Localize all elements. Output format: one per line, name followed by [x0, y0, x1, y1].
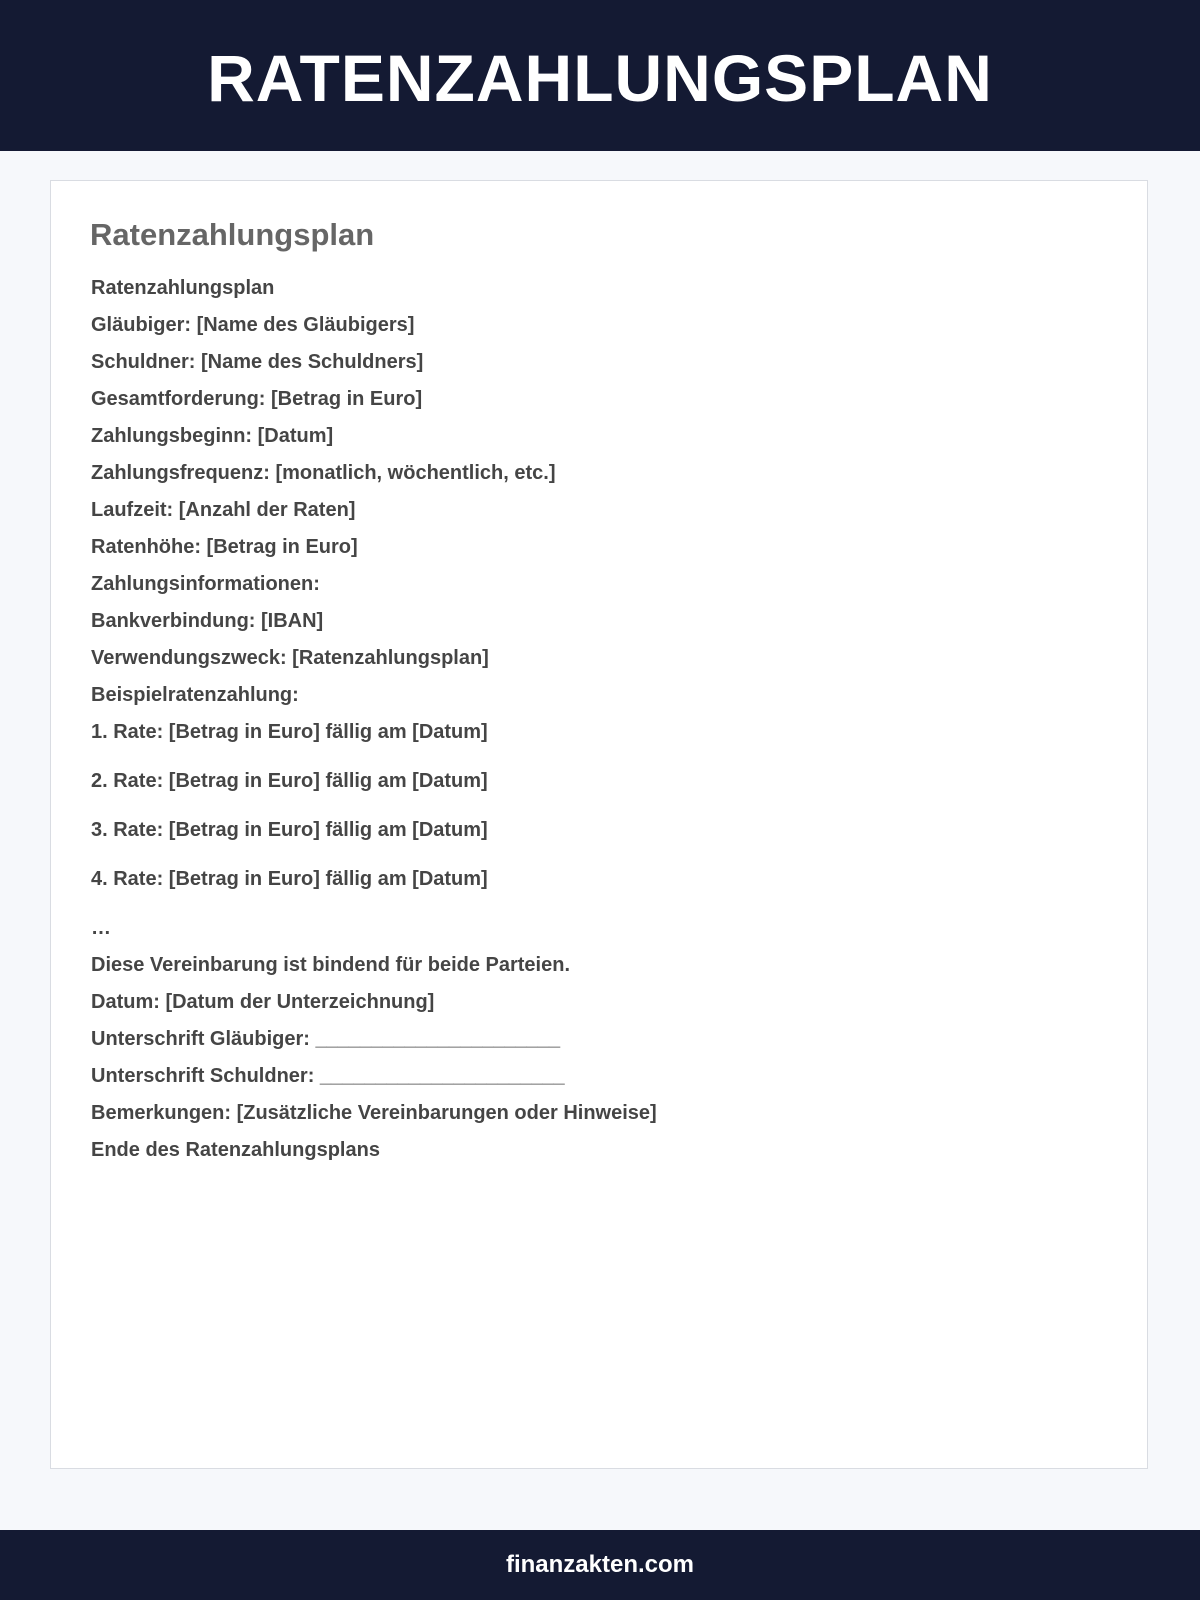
- line-signing-date: Datum: [Datum der Unterzeichnung]: [91, 991, 435, 1013]
- line-remarks: Bemerkungen: [Zusätzliche Vereinbarungen oder Hinweise]: [91, 1102, 657, 1124]
- footer-banner: [0, 1530, 1200, 1600]
- document-title: Ratenzahlungsplan: [90, 217, 375, 252]
- line-term: Laufzeit: [Anzahl der Raten]: [91, 499, 356, 521]
- line-ellipsis: …: [91, 917, 111, 939]
- line-signature-creditor: Unterschrift Gläubiger: ______________________: [91, 1028, 561, 1050]
- line-signature-debtor: Unterschrift Schuldner: ______________________: [91, 1065, 565, 1087]
- line-installment-amount: Ratenhöhe: [Betrag in Euro]: [91, 536, 358, 558]
- line-intro-title: Ratenzahlungsplan: [91, 277, 275, 299]
- document-lines: [91, 277, 657, 1176]
- line-example-heading: Beispielratenzahlung:: [91, 684, 299, 706]
- line-end: Ende des Ratenzahlungsplans: [91, 1139, 380, 1161]
- line-rate-1: 1. Rate: [Betrag in Euro] fällig am [Datum]: [91, 721, 488, 743]
- line-rate-3: 3. Rate: [Betrag in Euro] fällig am [Datum]: [91, 819, 488, 841]
- header-title: RATENZAHLUNGSPLAN: [207, 40, 993, 115]
- line-creditor: Gläubiger: [Name des Gläubigers]: [91, 314, 415, 336]
- line-payment-frequency: Zahlungsfrequenz: [monatlich, wöchentlich, etc.]: [91, 462, 556, 484]
- line-total-claim: Gesamtforderung: [Betrag in Euro]: [91, 388, 423, 410]
- line-debtor: Schuldner: [Name des Schuldners]: [91, 351, 424, 373]
- line-binding-note: Diese Vereinbarung ist bindend für beide Parteien.: [91, 954, 571, 976]
- footer-site-name: finanzakten.com: [505, 1551, 695, 1578]
- document-card: [50, 180, 1148, 1469]
- line-purpose: Verwendungszweck: [Ratenzahlungsplan]: [91, 647, 489, 669]
- line-rate-4: 4. Rate: [Betrag in Euro] fällig am [Datum]: [91, 868, 488, 890]
- header-banner: [0, 0, 1200, 151]
- line-bank-account: Bankverbindung: [IBAN]: [91, 610, 324, 632]
- line-payment-start: Zahlungsbeginn: [Datum]: [91, 425, 334, 447]
- line-rate-2: 2. Rate: [Betrag in Euro] fällig am [Datum]: [91, 770, 488, 792]
- line-payment-info-heading: Zahlungsinformationen:: [91, 573, 320, 595]
